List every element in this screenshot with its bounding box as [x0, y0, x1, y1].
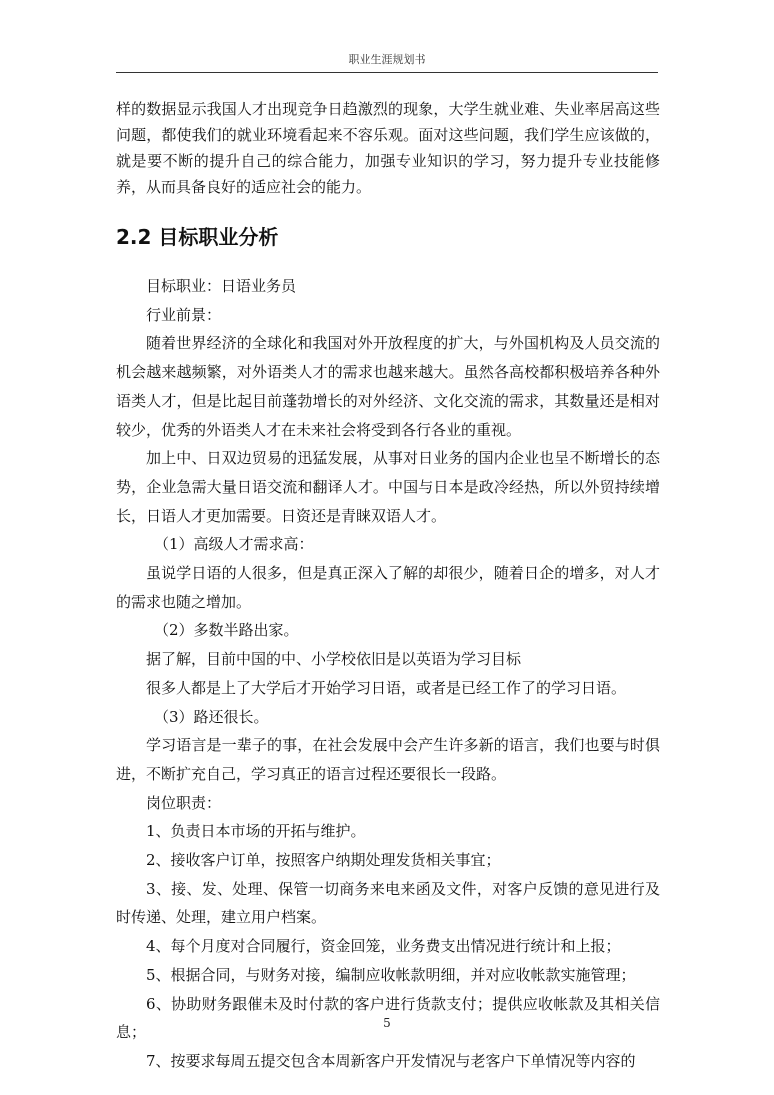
duty-item: 7、按要求每周五提交包含本周新客户开发情况与老客户下单情况等内容的 — [146, 1051, 636, 1070]
point-3-text: 学习语言是一辈子的事，在社会发展中会产生许多新的语言，我们也要与时俱进，不断扩充自己，学习真正的语言过程还要很长一段路。 — [116, 736, 660, 783]
section-title: 2.2 目标职业分析 — [116, 225, 279, 249]
point-2-text-2: 很多人都是上了大学后才开始学习日语，或者是已经工作了的学习日语。 — [146, 678, 627, 697]
industry-paragraph-1: 随着世界经济的全球化和我国对外开放程度的扩大，与外国机构及人员交流的机会越来越频繁，对外语类人才的需求也越来越大。虽然各高校都积极培养各种外语类人才，但是比起目前蓬勃增长的对外经济、文化交流的需求，其数量还是相对较少，优秀的外语类人才在未来社会将受到各行各业的重视。 — [116, 334, 660, 439]
page-number: 5 — [383, 1016, 391, 1030]
duty-item: 4、每个月度对合同履行，资金回笼，业务费支出情况进行统计和上报； — [146, 937, 621, 956]
target-job: 目标职业：日语业务员 — [146, 277, 297, 295]
industry-paragraph-2: 加上中、日双边贸易的迅猛发展，从事对日业务的国内企业也呈不断增长的态势，企业急需大量日语交流和翻译人才。中国与日本是政冷经热，所以外贸持续增长，日语人才更加需要。日资还是青睐双语人才。 — [116, 449, 660, 525]
point-3-title: （3）路还很长。 — [154, 707, 269, 726]
intro-block — [116, 96, 660, 200]
duties-label: 岗位职责： — [146, 793, 222, 812]
duty-item: 1、负责日本市场的开拓与维护。 — [146, 822, 366, 841]
section-body — [116, 272, 660, 1076]
intro-paragraph: 样的数据显示我国人才出现竞争日趋激烈的现象，大学生就业难、失业率居高这些问题，都使我们的就业环境看起来不容乐观。面对这些问题，我们学生应该做的，就是要不断的提升自己的综合能力，加强专业知识的学习，努力提升专业技能修养，从而具备良好的适应社会的能力。 — [116, 100, 660, 196]
page-header — [116, 50, 658, 73]
duty-item: 6、协助财务跟催未及时付款的客户进行货款支付；提供应收帐款及其相关信息； — [116, 994, 660, 1042]
duty-item: 3、接、发、处理、保管一切商务来电来函及文件，对客户反馈的意见进行及时传递、处理，建立用户档案。 — [116, 879, 660, 927]
duty-item: 2、接收客户订单，按照客户纳期处理发货相关事宜； — [146, 851, 501, 870]
point-1-text: 虽说学日语的人很多，但是真正深入了解的却很少，随着日企的增多，对人才的需求也随之增加。 — [116, 564, 660, 611]
duty-item: 5、根据合同，与财务对接，编制应收帐款明细，并对应收帐款实施管理； — [146, 965, 636, 984]
point-2-title: （2）多数半路出家。 — [154, 621, 299, 640]
header-title: 职业生涯规划书 — [348, 53, 426, 66]
point-1-title: （1）高级人才需求高： — [154, 535, 314, 554]
point-2-text-1: 据了解，目前中国的中、小学校依旧是以英语为学习目标 — [146, 650, 522, 669]
industry-label: 行业前景： — [146, 305, 222, 324]
